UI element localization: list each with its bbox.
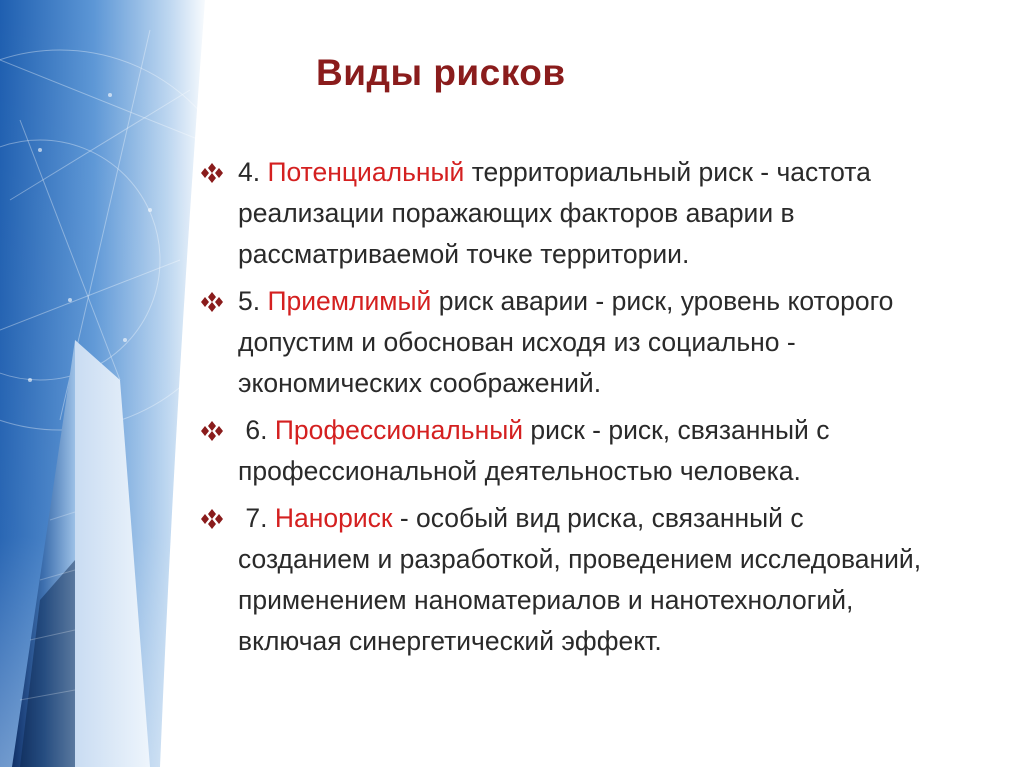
item-text: риск аварии - риск, уровень которого — [431, 286, 894, 316]
item-number: 4. — [238, 157, 268, 187]
item-text: профессиональной деятельностью человека. — [238, 456, 801, 486]
item-text: риск - риск, связанный с — [523, 415, 830, 445]
diamond-quad-icon — [200, 163, 224, 183]
item-text: реализации поражающих факторов аварии в — [238, 198, 795, 228]
skyscraper-background-art — [0, 0, 210, 767]
item-text: рассматриваемой точке территории. — [238, 239, 690, 269]
slide-title: Виды рисков — [316, 52, 566, 93]
item-term: Потенциальный — [267, 157, 465, 187]
item-text: применением наноматериалов и нанотехнологий, — [238, 585, 854, 615]
item-term: Приемлимый — [267, 286, 432, 316]
diamond-quad-icon — [200, 509, 224, 529]
list-item — [198, 281, 998, 404]
item-text: экономических соображений. — [238, 368, 602, 398]
item-number: 7. — [238, 503, 275, 533]
item-text: допустим и обоснован исходя из социально - — [238, 327, 796, 357]
list-item — [198, 152, 998, 275]
item-term: Профессиональный — [274, 415, 524, 445]
item-text: включая синергетический эффект. — [238, 626, 662, 656]
item-term: Нанориск — [274, 503, 393, 533]
risk-list — [198, 152, 998, 668]
diamond-quad-icon — [200, 421, 224, 441]
item-text: - особый вид риска, связанный с — [392, 503, 804, 533]
item-number: 5. — [238, 286, 268, 316]
item-text: территориальный риск - частота — [464, 157, 871, 187]
list-item — [198, 410, 998, 492]
item-number: 6. — [238, 415, 275, 445]
list-item — [198, 498, 998, 662]
item-text: созданием и разработкой, проведением исследований, — [238, 544, 922, 574]
diamond-quad-icon — [200, 292, 224, 312]
